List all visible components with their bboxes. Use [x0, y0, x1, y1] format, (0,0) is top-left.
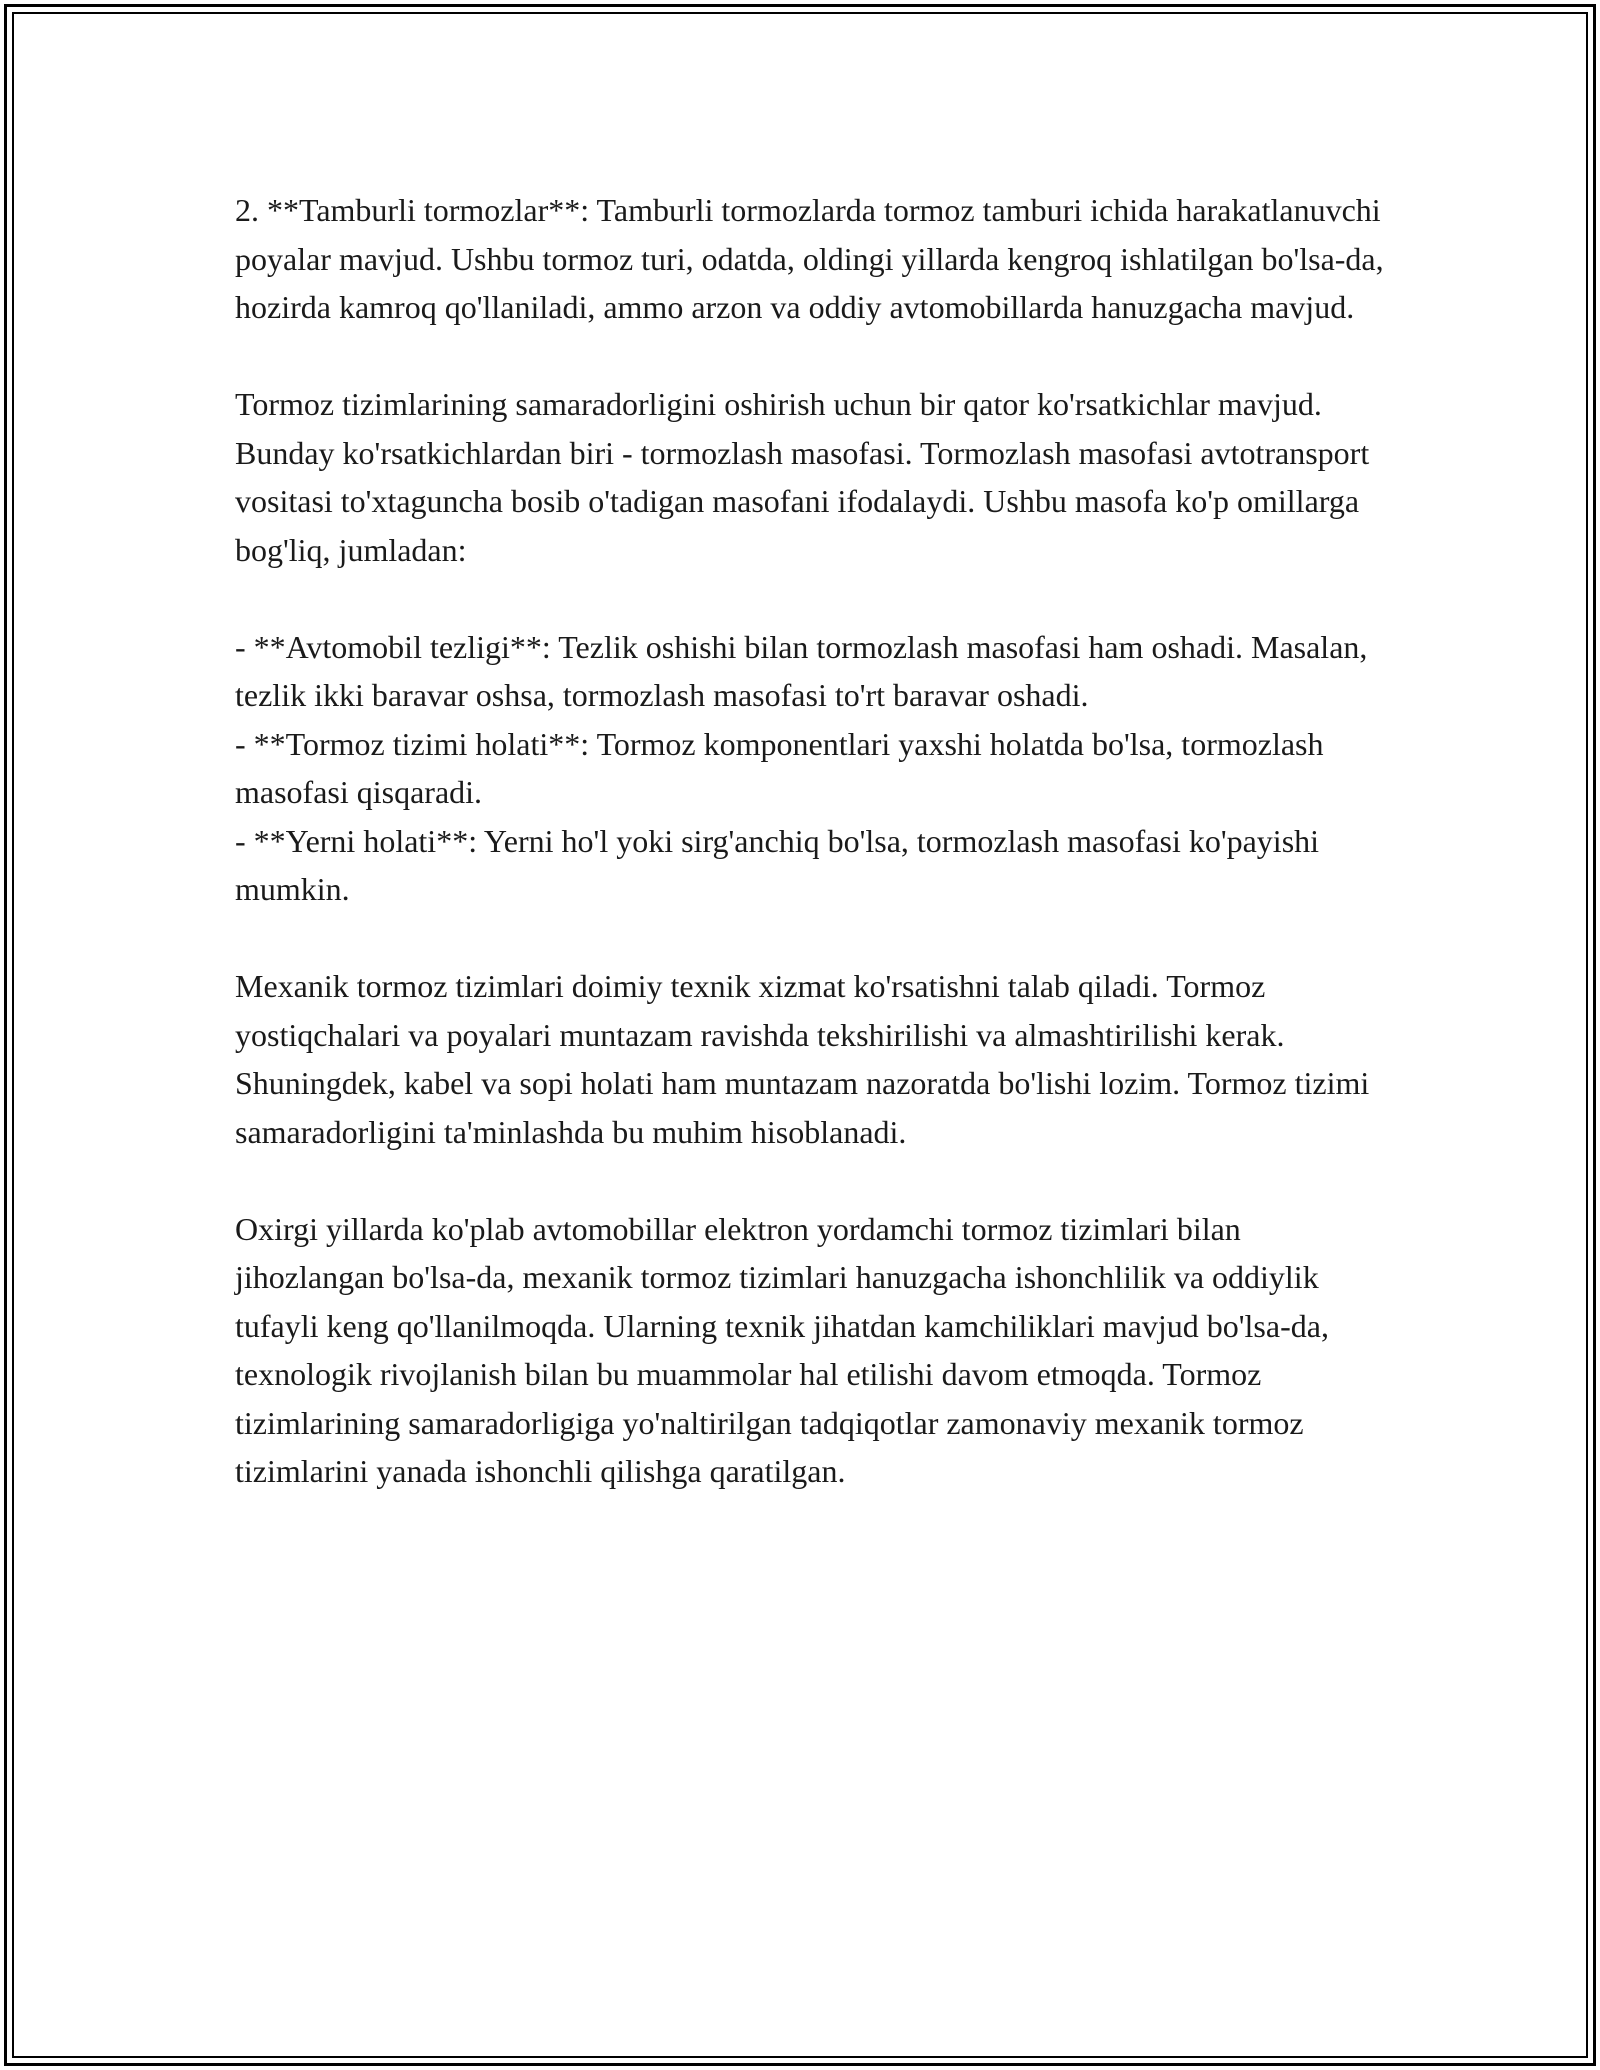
paragraph-maintenance: Mexanik tormoz tizimlari doimiy texnik xizmat ko'rsatishni talab qiladi. Tormoz yostiqchalari va poyalari muntazam ravishda tekshirilishi va almashtirilishi kerak. Shuningdek, kabel va sopi holati ham muntazam nazoratda bo'lishi lozim. Tormoz tizimi samaradorligini ta'minlashda bu muhim hisoblanadi. [235, 968, 1378, 1150]
paragraph-braking-distance: Tormoz tizimlarining samaradorligini oshirish uchun bir qator ko'rsatkichlar mavjud. Bunday ko'rsatkichlardan biri - tormozlash masofasi. Tormozlash masofasi avtotransport vositasi to'xtaguncha bosib o'tadigan masofani ifodalaydi. Ushbu masofa ko'p omillarga bog'liq, jumladan: [235, 386, 1378, 568]
paragraph-drum-brakes: 2. **Tamburli tormozlar**: Tamburli tormozlarda tormoz tamburi ichida harakatlanuvchi poyalar mavjud. Ushbu tormoz turi, odatda, oldingi yillarda kengroq ishlatilgan bo'lsa-da, hozirda kamroq qo'llaniladi, ammo arzon va oddiy avtomobillarda hanuzgacha mavjud. [235, 192, 1392, 325]
document-body [235, 186, 1392, 1496]
paragraph-conclusion: Oxirgi yillarda ko'plab avtomobillar elektron yordamchi tormoz tizimlari bilan jihozlangan bo'lsa-da, mexanik tormoz tizimlari hanuzgacha ishonchlilik va oddiylik tufayli keng qo'llanilmoqda. Ularning texnik jihatdan kamchiliklari mavjud bo'lsa-da, texnologik rivojlanish bilan bu muammolar hal etilishi davom etmoqda. Tormoz tizimlarining samaradorligiga yo'naltirilgan tadqiqotlar zamonaviy mexanik tormoz tizimlarini yanada ishonchli qilishga qaratilgan. [235, 1210, 1337, 1489]
paragraph-factors-list: - **Avtomobil tezligi**: Tezlik oshishi bilan tormozlash masofasi ham oshadi. Masalan, tezlik ikki baravar oshsa, tormozlash masofasi to'rt baravar oshadi. - **Tormoz tizimi holati**: Tormoz komponentlari yaxshi holatda bo'lsa, tormozlash masofasi qisqaradi. - **Yerni holati**: Yerni ho'l yoki sirg'anchiq bo'lsa, tormozlash masofasi ko'payishi mumkin. [235, 628, 1368, 907]
